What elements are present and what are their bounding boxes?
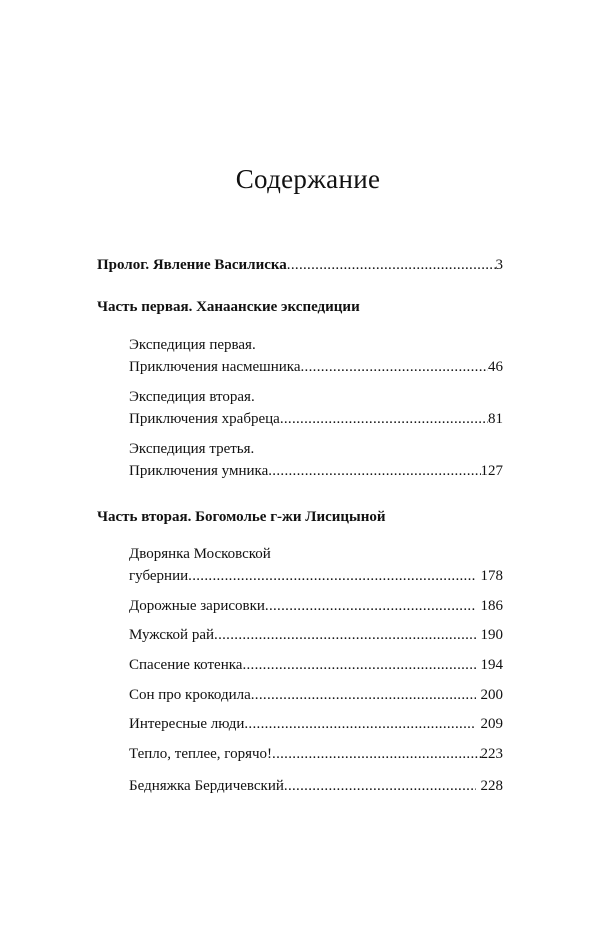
dot-leader	[244, 713, 475, 735]
toc-entry-page: 46	[488, 359, 503, 375]
toc-entry-label: Дорожные зарисовки	[129, 598, 265, 614]
toc-entry	[129, 775, 503, 797]
toc-entry-page: 186	[480, 598, 503, 614]
toc-entry-page: 190	[480, 627, 503, 643]
part-one-heading: Часть первая. Ханаанские экспедиции	[97, 299, 360, 315]
toc-entry-label: Тепло, теплее, горячо!	[129, 746, 273, 762]
dot-leader	[287, 254, 496, 276]
dot-leader	[284, 775, 476, 797]
toc-entry-label: Бедняжка Бердичевский	[129, 778, 284, 794]
toc-entry-label: Сон про крокодила	[129, 687, 251, 703]
toc-entry-label: Мужской рай	[129, 627, 215, 643]
toc-entry	[129, 438, 503, 482]
dot-leader	[188, 565, 475, 587]
dot-leader	[242, 654, 475, 676]
toc-entry	[129, 595, 503, 617]
toc-entry-first-line: Дворянка Московской	[129, 546, 271, 562]
toc-entry	[129, 743, 503, 765]
toc-entry-page: 3	[495, 257, 503, 273]
toc-entry-label: губернии	[129, 568, 189, 584]
toc-entry	[129, 624, 503, 646]
toc-entry-first-line: Экспедиция третья.	[129, 441, 255, 457]
toc-entry-page: 178	[480, 568, 503, 584]
part-two-heading: Часть вторая. Богомолье г-жи Лисицыной	[97, 509, 386, 525]
toc-entry-label: Спасение котенка	[129, 657, 243, 673]
toc-entry-page: 223	[480, 746, 503, 762]
toc-entry-page: 81	[488, 411, 503, 427]
dot-leader	[265, 595, 476, 617]
toc-entry	[129, 654, 503, 676]
dot-leader	[214, 624, 475, 646]
toc-entry	[129, 684, 503, 706]
toc-entry-page: 209	[480, 716, 503, 732]
dot-leader	[301, 356, 489, 378]
toc-entry-label: Приключения умника	[129, 463, 269, 479]
toc-entry-first-line: Экспедиция вторая.	[129, 389, 255, 405]
toc-entry-label: Приключения храбреца	[129, 411, 280, 427]
toc-entry-page: 200	[480, 687, 503, 703]
toc-entry-page: 194	[480, 657, 503, 673]
dot-leader	[272, 743, 480, 765]
toc-entry-prologue	[97, 254, 503, 276]
toc-entry	[129, 713, 503, 735]
page-title: Содержание	[235, 164, 381, 194]
toc-entry	[129, 334, 503, 378]
toc-entry-label: Приключения насмешника	[129, 359, 301, 375]
toc-entry	[129, 543, 503, 587]
dot-leader	[268, 460, 480, 482]
dot-leader	[251, 684, 476, 706]
toc-entry-label: Интересные люди	[129, 716, 245, 732]
toc-entry-page: 127	[480, 463, 503, 479]
toc-entry-first-line: Экспедиция первая.	[129, 337, 256, 353]
toc-entry-label: Пролог. Явление Василиска	[97, 257, 287, 273]
toc-entry-page: 228	[480, 778, 503, 794]
dot-leader	[280, 408, 488, 430]
toc-entry	[129, 386, 503, 430]
